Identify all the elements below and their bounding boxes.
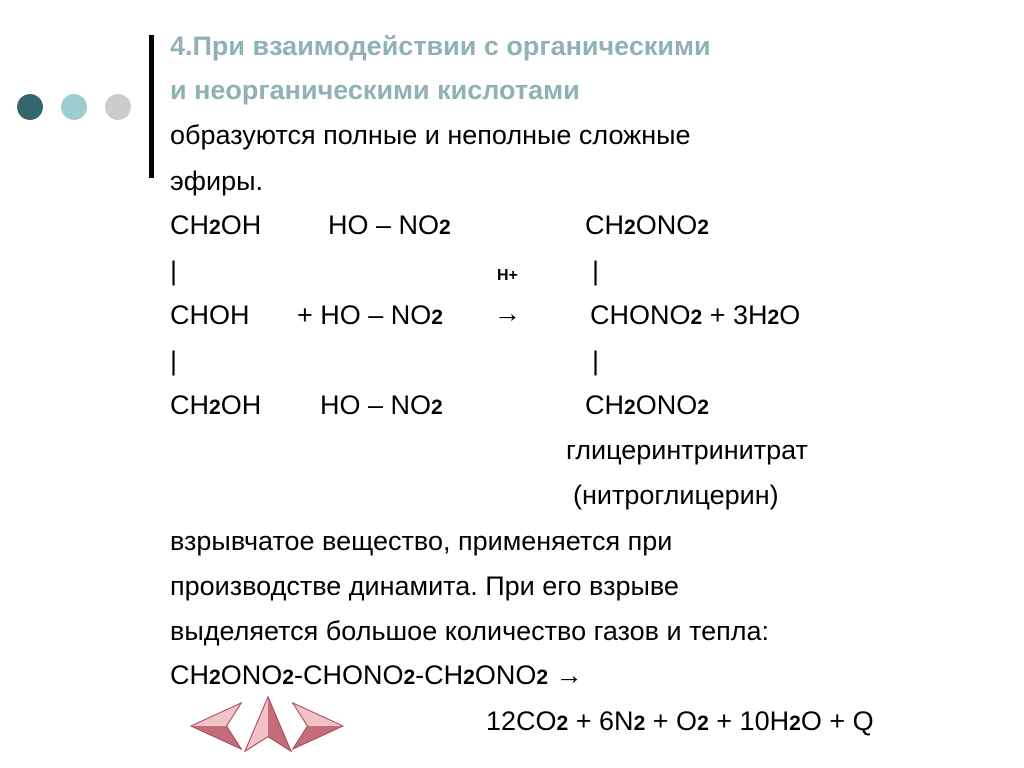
decorative-dot-teal — [61, 94, 87, 120]
arrow-left-icon — [192, 704, 240, 748]
decomposition-reactant: CH2ONO2-CHONO2-CH2ONO2 → — [170, 660, 583, 690]
intro-line-2: эфиры. — [170, 166, 263, 196]
decomposition-products: 12CO2 + 6N2 + O2 + 10H2O + Q — [486, 706, 874, 736]
acid-ho-no2-bottom: HO – NO2 — [320, 390, 443, 420]
previous-slide-button[interactable] — [190, 700, 242, 752]
reactant-ch2oh-bottom: CH2OH — [170, 390, 262, 420]
bond-right-upper: | — [592, 256, 600, 286]
description-line-2: производстве динамита. При его взрыве — [170, 571, 679, 601]
bond-left-upper: | — [170, 256, 178, 286]
arrow-up-icon — [246, 698, 290, 750]
intro-line-1: образуются полные и неполные сложные — [170, 120, 691, 150]
catalyst-label: H+ — [497, 267, 518, 284]
home-button[interactable] — [244, 696, 292, 752]
product-alias: (нитроглицерин) — [573, 480, 779, 510]
reactant-ch2oh-top: CH2OH — [170, 210, 262, 240]
product-ch2ono2-bottom: CH2ONO2 — [585, 390, 709, 420]
heading-line-2: и неорганическими кислотами — [170, 75, 580, 105]
next-slide-button[interactable] — [292, 700, 344, 752]
decorative-dot-dark — [17, 94, 43, 120]
reaction-arrow: → — [494, 298, 521, 328]
acid-ho-no2-middle: + HO – NO2 — [297, 300, 444, 330]
acid-ho-no2-top: HO – NO2 — [328, 210, 451, 240]
reactant-chon: CHOH — [170, 300, 250, 330]
product-chono2-water: CHONO2 + 3H2O — [590, 300, 801, 330]
decorative-vertical-bar — [149, 35, 154, 178]
description-line-1: взрывчатое вещество, применяется при — [170, 526, 673, 556]
bond-right-lower: | — [592, 346, 600, 376]
arrow-right-icon — [294, 704, 342, 748]
product-name: глицеринтринитрат — [566, 435, 808, 465]
description-line-3: выделяется большое количество газов и тепла: — [170, 616, 770, 646]
heading-line-1: 4.При взаимодействии с органическими — [170, 31, 711, 61]
decorative-dot-gray — [105, 94, 131, 120]
product-ch2ono2-top: CH2ONO2 — [585, 210, 709, 240]
bond-left-lower: | — [170, 346, 178, 376]
